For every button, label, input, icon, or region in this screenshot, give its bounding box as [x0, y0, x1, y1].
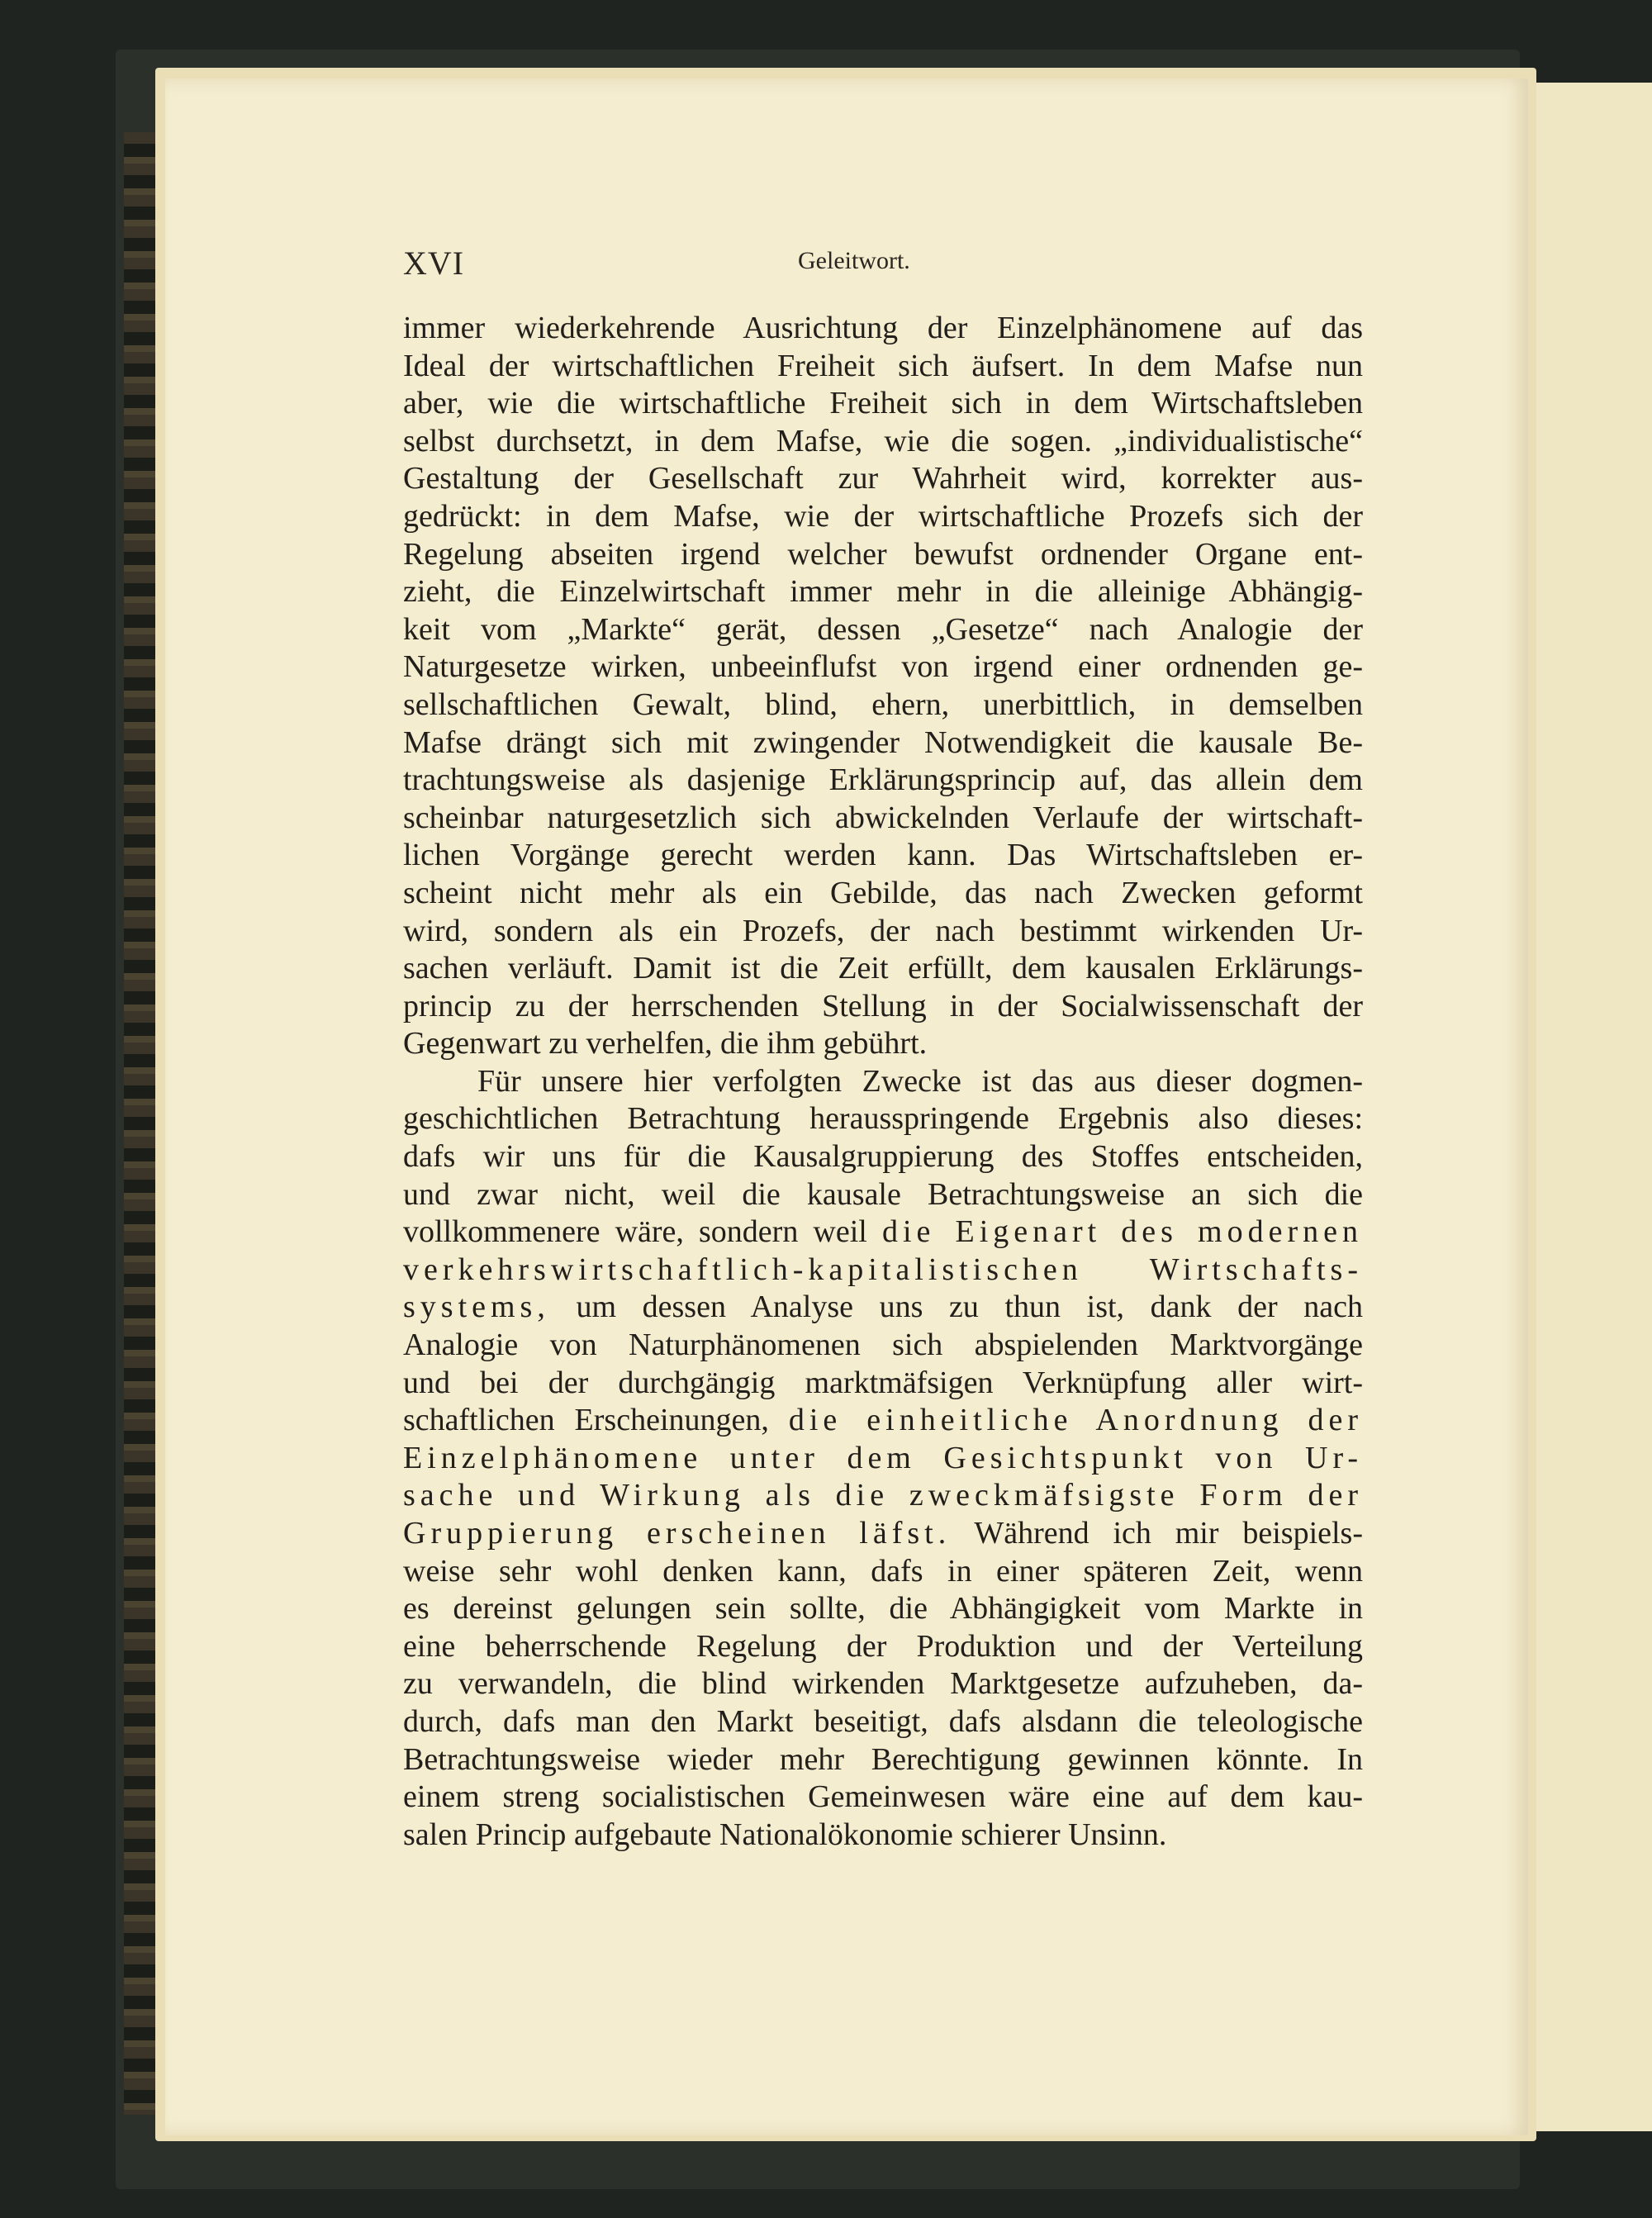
text-line — [403, 1553, 1363, 1591]
emphasized-text: die Eigenart des modernen — [881, 1214, 1363, 1250]
text-segment: scheinbar naturgesetzlich sich abwickelnden Verlaufe der wirtschaft- — [403, 800, 1363, 835]
text-segment: Gestaltung der Gesellschaft zur Wahrheit wird, korrekter aus- — [403, 461, 1363, 496]
text-line — [403, 1590, 1363, 1628]
running-head: Geleitwort. — [798, 247, 910, 274]
text-line — [403, 875, 1363, 913]
text-segment: vollkommenere wäre, sondern weil — [403, 1214, 882, 1250]
text-line — [403, 1741, 1363, 1779]
text-segment: zieht, die Einzelwirtschaft immer mehr in die alleinige Abhängig- — [403, 574, 1363, 610]
text-segment: aber, wie die wirtschaftliche Freiheit sich in dem Wirtschaftsleben — [403, 386, 1363, 421]
text-line — [403, 1703, 1363, 1741]
paragraph — [403, 1063, 1363, 1854]
text-segment: lichen Vorgänge gerecht werden kann. Das Wirtschaftsleben er- — [403, 838, 1363, 873]
text-line — [403, 310, 1363, 348]
text-line — [403, 1251, 1363, 1289]
text-line — [403, 1327, 1363, 1365]
text-line — [403, 1100, 1363, 1138]
text-segment: Ideal der wirtschaftlichen Freiheit sich äufsert. In dem Mafse nun — [403, 348, 1363, 383]
text-segment: salen Princip aufgebaute Nationalökonomie schierer Unsinn. — [403, 1817, 1167, 1852]
text-segment: Regelung abseiten irgend welcher bewufst ordnender Organe ent- — [403, 536, 1363, 572]
text-segment: es dereinst gelungen sein sollte, die Abhängigkeit vom Markte in — [403, 1591, 1363, 1627]
text-segment: Naturgesetze wirken, unbeeinflufst von irgend einer ordnenden ge- — [403, 649, 1363, 685]
paragraph — [403, 310, 1363, 1063]
text-line — [403, 423, 1363, 461]
text-line — [403, 1779, 1363, 1817]
text-line — [403, 1063, 1363, 1101]
text-line — [403, 536, 1363, 574]
text-segment: Gegenwart zu verhelfen, die ihm gebührt. — [403, 1026, 928, 1062]
text-line — [403, 724, 1363, 762]
page-body-text — [403, 310, 1363, 1854]
text-segment: Während ich mir beispiels- — [951, 1516, 1363, 1551]
text-segment: geschichtlichen Betrachtung herausspringende Ergebnis also dieses: — [403, 1101, 1363, 1137]
page-number: XVI — [403, 245, 465, 282]
text-segment: einem streng socialistischen Gemeinwesen wäre eine auf dem kau- — [403, 1779, 1363, 1815]
facing-page-edge — [1536, 83, 1652, 2131]
text-line — [403, 1817, 1363, 1855]
text-line — [403, 837, 1363, 875]
text-segment: dafs wir uns für die Kausalgruppierung des Stoffes entscheiden, — [403, 1139, 1363, 1175]
text-line — [403, 1289, 1363, 1327]
text-segment: Analogie von Naturphänomenen sich abspielenden Marktvorgänge — [403, 1327, 1363, 1363]
text-line — [403, 686, 1363, 724]
text-segment: und zwar nicht, weil die kausale Betrachtungsweise an sich die — [403, 1176, 1363, 1212]
emphasized-text: Einzelphänomene unter dem Gesichtspunkt von Ur- — [403, 1440, 1363, 1475]
text-line — [403, 1402, 1363, 1440]
emphasized-text: sache und Wirkung als die zweckmäfsigste Form der — [403, 1478, 1363, 1513]
text-segment: gedrückt: in dem Mafse, wie der wirtschaftliche Prozefs sich der — [403, 498, 1363, 534]
emphasized-text: systems, — [403, 1289, 550, 1325]
text-segment: immer wiederkehrende Ausrichtung der Einzelphänomene auf das — [403, 311, 1363, 345]
text-line — [403, 988, 1363, 1026]
text-line — [403, 1138, 1363, 1176]
text-segment: Mafse drängt sich mit zwingender Notwendigkeit die kausale Be- — [403, 724, 1363, 760]
text-line — [403, 348, 1363, 386]
text-line — [403, 1665, 1363, 1703]
text-segment: sellschaftlichen Gewalt, blind, ehern, unerbittlich, in demselben — [403, 686, 1363, 722]
text-line — [403, 1440, 1363, 1478]
text-line — [403, 913, 1363, 951]
text-segment: princip zu der herrschenden Stellung in der Socialwissenschaft der — [403, 988, 1363, 1024]
text-segment: selbst durchsetzt, in dem Mafse, wie die sogen. „individualistische“ — [403, 423, 1363, 458]
text-line — [403, 1025, 1363, 1063]
text-line — [403, 950, 1363, 988]
text-segment: wird, sondern als ein Prozefs, der nach bestimmt wirkenden Ur- — [403, 913, 1363, 948]
text-segment: um dessen Analyse uns zu thun ist, dank der nach — [549, 1289, 1363, 1325]
text-segment: schaftlichen Erscheinungen, — [403, 1403, 789, 1438]
text-line — [403, 762, 1363, 800]
emphasized-text: verkehrswirtschaftlich-kapitalistischen Wirtschafts- — [403, 1251, 1363, 1287]
text-line — [403, 385, 1363, 423]
book-spine — [124, 132, 157, 2115]
text-line — [403, 648, 1363, 686]
text-line — [403, 1515, 1363, 1553]
text-segment: zu verwandeln, die blind wirkenden Marktgesetze aufzuheben, da- — [403, 1666, 1363, 1702]
text-line — [403, 460, 1363, 498]
text-segment: Betrachtungsweise wieder mehr Berechtigung gewinnen könnte. In — [403, 1741, 1363, 1777]
text-line — [403, 1176, 1363, 1214]
emphasized-text: die einheitliche Anordnung der — [788, 1403, 1364, 1438]
text-segment: sachen verläuft. Damit ist die Zeit erfüllt, dem kausalen Erklärungs- — [403, 951, 1363, 986]
text-segment: eine beherrschende Regelung der Produktion und der Verteilung — [403, 1628, 1363, 1664]
text-segment: keit vom „Markte“ gerät, dessen „Gesetze“ nach Analogie der — [403, 611, 1363, 647]
text-line — [403, 1365, 1363, 1403]
text-line — [403, 611, 1363, 649]
text-segment: weise sehr wohl denken kann, dafs in einer späteren Zeit, wenn — [403, 1553, 1363, 1589]
text-line — [403, 1477, 1363, 1515]
text-line — [403, 573, 1363, 611]
text-line — [403, 1213, 1363, 1251]
text-line — [403, 1628, 1363, 1666]
text-segment: trachtungsweise als dasjenige Erklärungsprincip auf, das allein dem — [403, 762, 1363, 798]
text-segment: und bei der durchgängig marktmäfsigen Verknüpfung aller wirt- — [403, 1365, 1363, 1400]
text-segment: scheint nicht mehr als ein Gebilde, das nach Zwecken geformt — [403, 875, 1363, 910]
text-segment: Für unsere hier verfolgten Zwecke ist das aus dieser dogmen- — [477, 1063, 1363, 1099]
text-line — [403, 800, 1363, 838]
emphasized-text: Gruppierung erscheinen läfst. — [403, 1516, 952, 1551]
page-header — [403, 244, 1363, 285]
text-line — [403, 498, 1363, 536]
text-segment: durch, dafs man den Markt beseitigt, dafs alsdann die teleologische — [403, 1703, 1363, 1739]
